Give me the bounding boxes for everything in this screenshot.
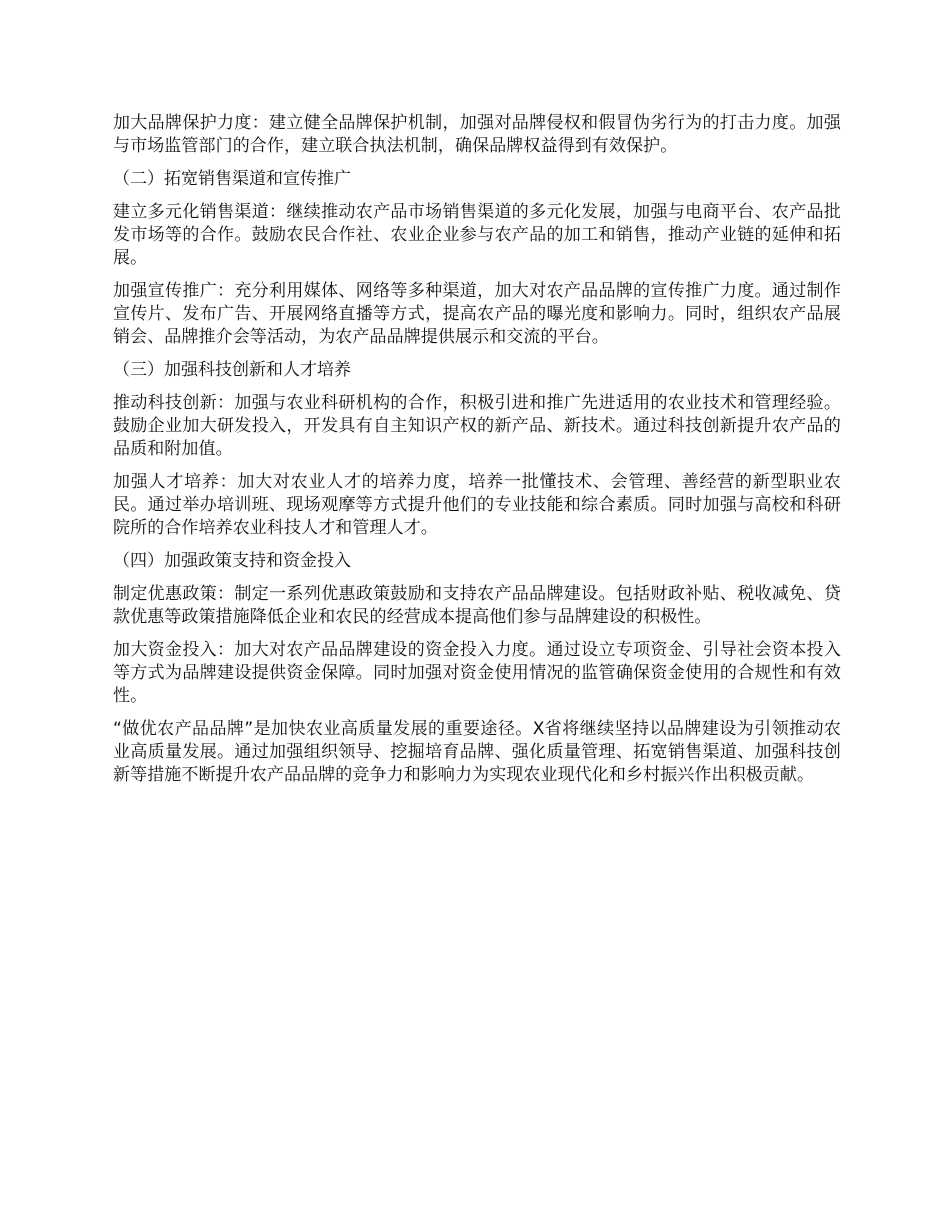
paragraph-talent-training: 加强人才培养：加大对农业人才的培养力度，培养一批懂技术、会管理、善经营的新型职业农民。通过举办培训班、现场观摩等方式提升他们的专业技能和综合素质。同时加强与高校和科研院所的合作培养农业科技人才和管理人才。 <box>113 472 841 538</box>
paragraph-tech-innovation: 推动科技创新：加强与农业科研机构的合作，积极引进和推广先进适用的农业技术和管理经验。鼓励企业加大研发投入，开发具有自主知识产权的新产品、新技术。通过科技创新提升农产品的品质和附加值。 <box>113 393 841 459</box>
section-heading-sales-channels: （二）拓宽销售渠道和宣传推广 <box>113 169 351 189</box>
document-page <box>113 112 841 797</box>
paragraph-conclusion: “做优农产品品牌”是加快农业高质量发展的重要途径。X省将继续坚持以品牌建设为引领推动农业高质量发展。通过加强组织领导、挖掘培育品牌、强化质量管理、拓宽销售渠道、加强科技创新等措施不断提升农产品品牌的竞争力和影响力为实现农业现代化和乡村振兴作出积极贡献。 <box>113 719 841 785</box>
paragraph-preferential-policy: 制定优惠政策：制定一系列优惠政策鼓励和支持农产品品牌建设。包括财政补贴、税收减免、贷款优惠等政策措施降低企业和农民的经营成本提高他们参与品牌建设的积极性。 <box>113 584 841 627</box>
paragraph-funding-investment: 加大资金投入：加大对农产品品牌建设的资金投入力度。通过设立专项资金、引导社会资本投入等方式为品牌建设提供资金保障。同时加强对资金使用情况的监管确保资金使用的合规性和有效性。 <box>113 640 841 706</box>
paragraph-promotion: 加强宣传推广：充分利用媒体、网络等多种渠道，加大对农产品品牌的宣传推广力度。通过制作宣传片、发布广告、开展网络直播等方式，提高农产品的曝光度和影响力。同时，组织农产品展销会、品牌推介会等活动，为农产品品牌提供展示和交流的平台。 <box>113 281 841 347</box>
paragraph-brand-protection: 加大品牌保护力度：建立健全品牌保护机制，加强对品牌侵权和假冒伪劣行为的打击力度。加强与市场监管部门的合作，建立联合执法机制，确保品牌权益得到有效保护。 <box>113 113 841 156</box>
section-heading-tech-talent: （三）加强科技创新和人才培养 <box>113 360 351 380</box>
paragraph-diversified-sales: 建立多元化销售渠道：继续推动农产品市场销售渠道的多元化发展，加强与电商平台、农产品批发市场等的合作。鼓励农民合作社、农业企业参与农产品的加工和销售，推动产业链的延伸和拓展。 <box>113 202 841 268</box>
section-heading-policy-funding: （四）加强政策支持和资金投入 <box>113 551 351 571</box>
